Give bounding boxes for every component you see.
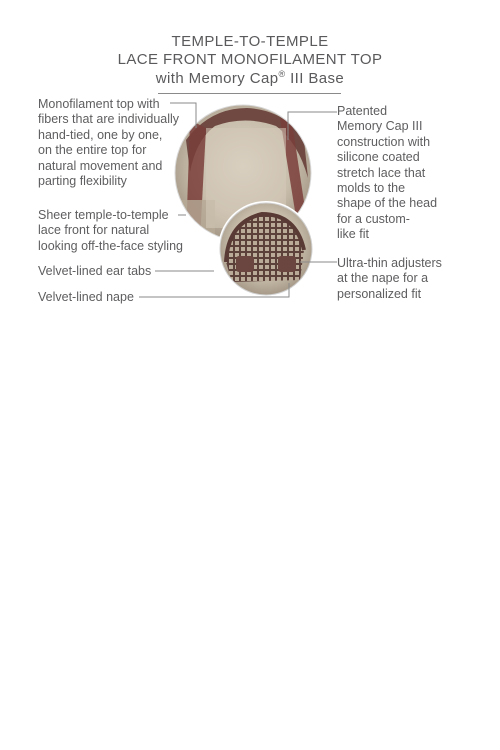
title-line-3-tail: III Base (285, 70, 345, 87)
title-line-1: TEMPLE-TO-TEMPLE (171, 33, 329, 50)
callout-monofilament-top (38, 97, 179, 189)
callout-lace-front (38, 208, 183, 254)
callout-line: at the nape for a (337, 271, 429, 286)
callout-line: for a custom- (337, 211, 410, 226)
callout-line: Monofilament top with (38, 97, 160, 111)
callout-line: on the entire top for (38, 143, 147, 158)
registered-mark: ® (278, 69, 286, 79)
callout-line: construction with (337, 134, 431, 149)
title-line-3-main: with Memory Cap (155, 70, 279, 87)
callout-ear-tabs (38, 264, 151, 279)
callout-adjusters (337, 256, 442, 302)
callout-line: fibers that are individually (38, 112, 180, 127)
callout-nape (38, 290, 134, 305)
callout-line: hand-tied, one by one, (38, 127, 163, 142)
callout-line: stretch lace that (337, 165, 426, 180)
callout-line: parting flexibility (38, 174, 127, 189)
callout-line: looking off-the-face styling (38, 238, 183, 253)
callout-line: Velvet-lined nape (38, 290, 134, 304)
callout-line: molds to the (337, 181, 406, 196)
callout-line: lace front for natural (38, 223, 150, 238)
callout-line: Sheer temple-to-temple (38, 208, 169, 222)
callout-line: shape of the head (337, 196, 438, 211)
callout-line: personalized fit (337, 286, 422, 301)
callout-line: Memory Cap III (337, 119, 423, 134)
cap-interior-image (218, 201, 314, 297)
callout-line: Ultra-thin adjusters (337, 256, 442, 270)
callout-line: natural movement and (38, 158, 163, 173)
title-line-2: LACE FRONT MONOFILAMENT TOP (117, 51, 383, 68)
callout-line: Velvet-lined ear tabs (38, 264, 152, 278)
callout-line: Patented (337, 104, 388, 118)
callout-line: silicone coated (337, 150, 420, 165)
callout-memory-cap (337, 104, 437, 243)
callout-line: like fit (337, 227, 369, 242)
